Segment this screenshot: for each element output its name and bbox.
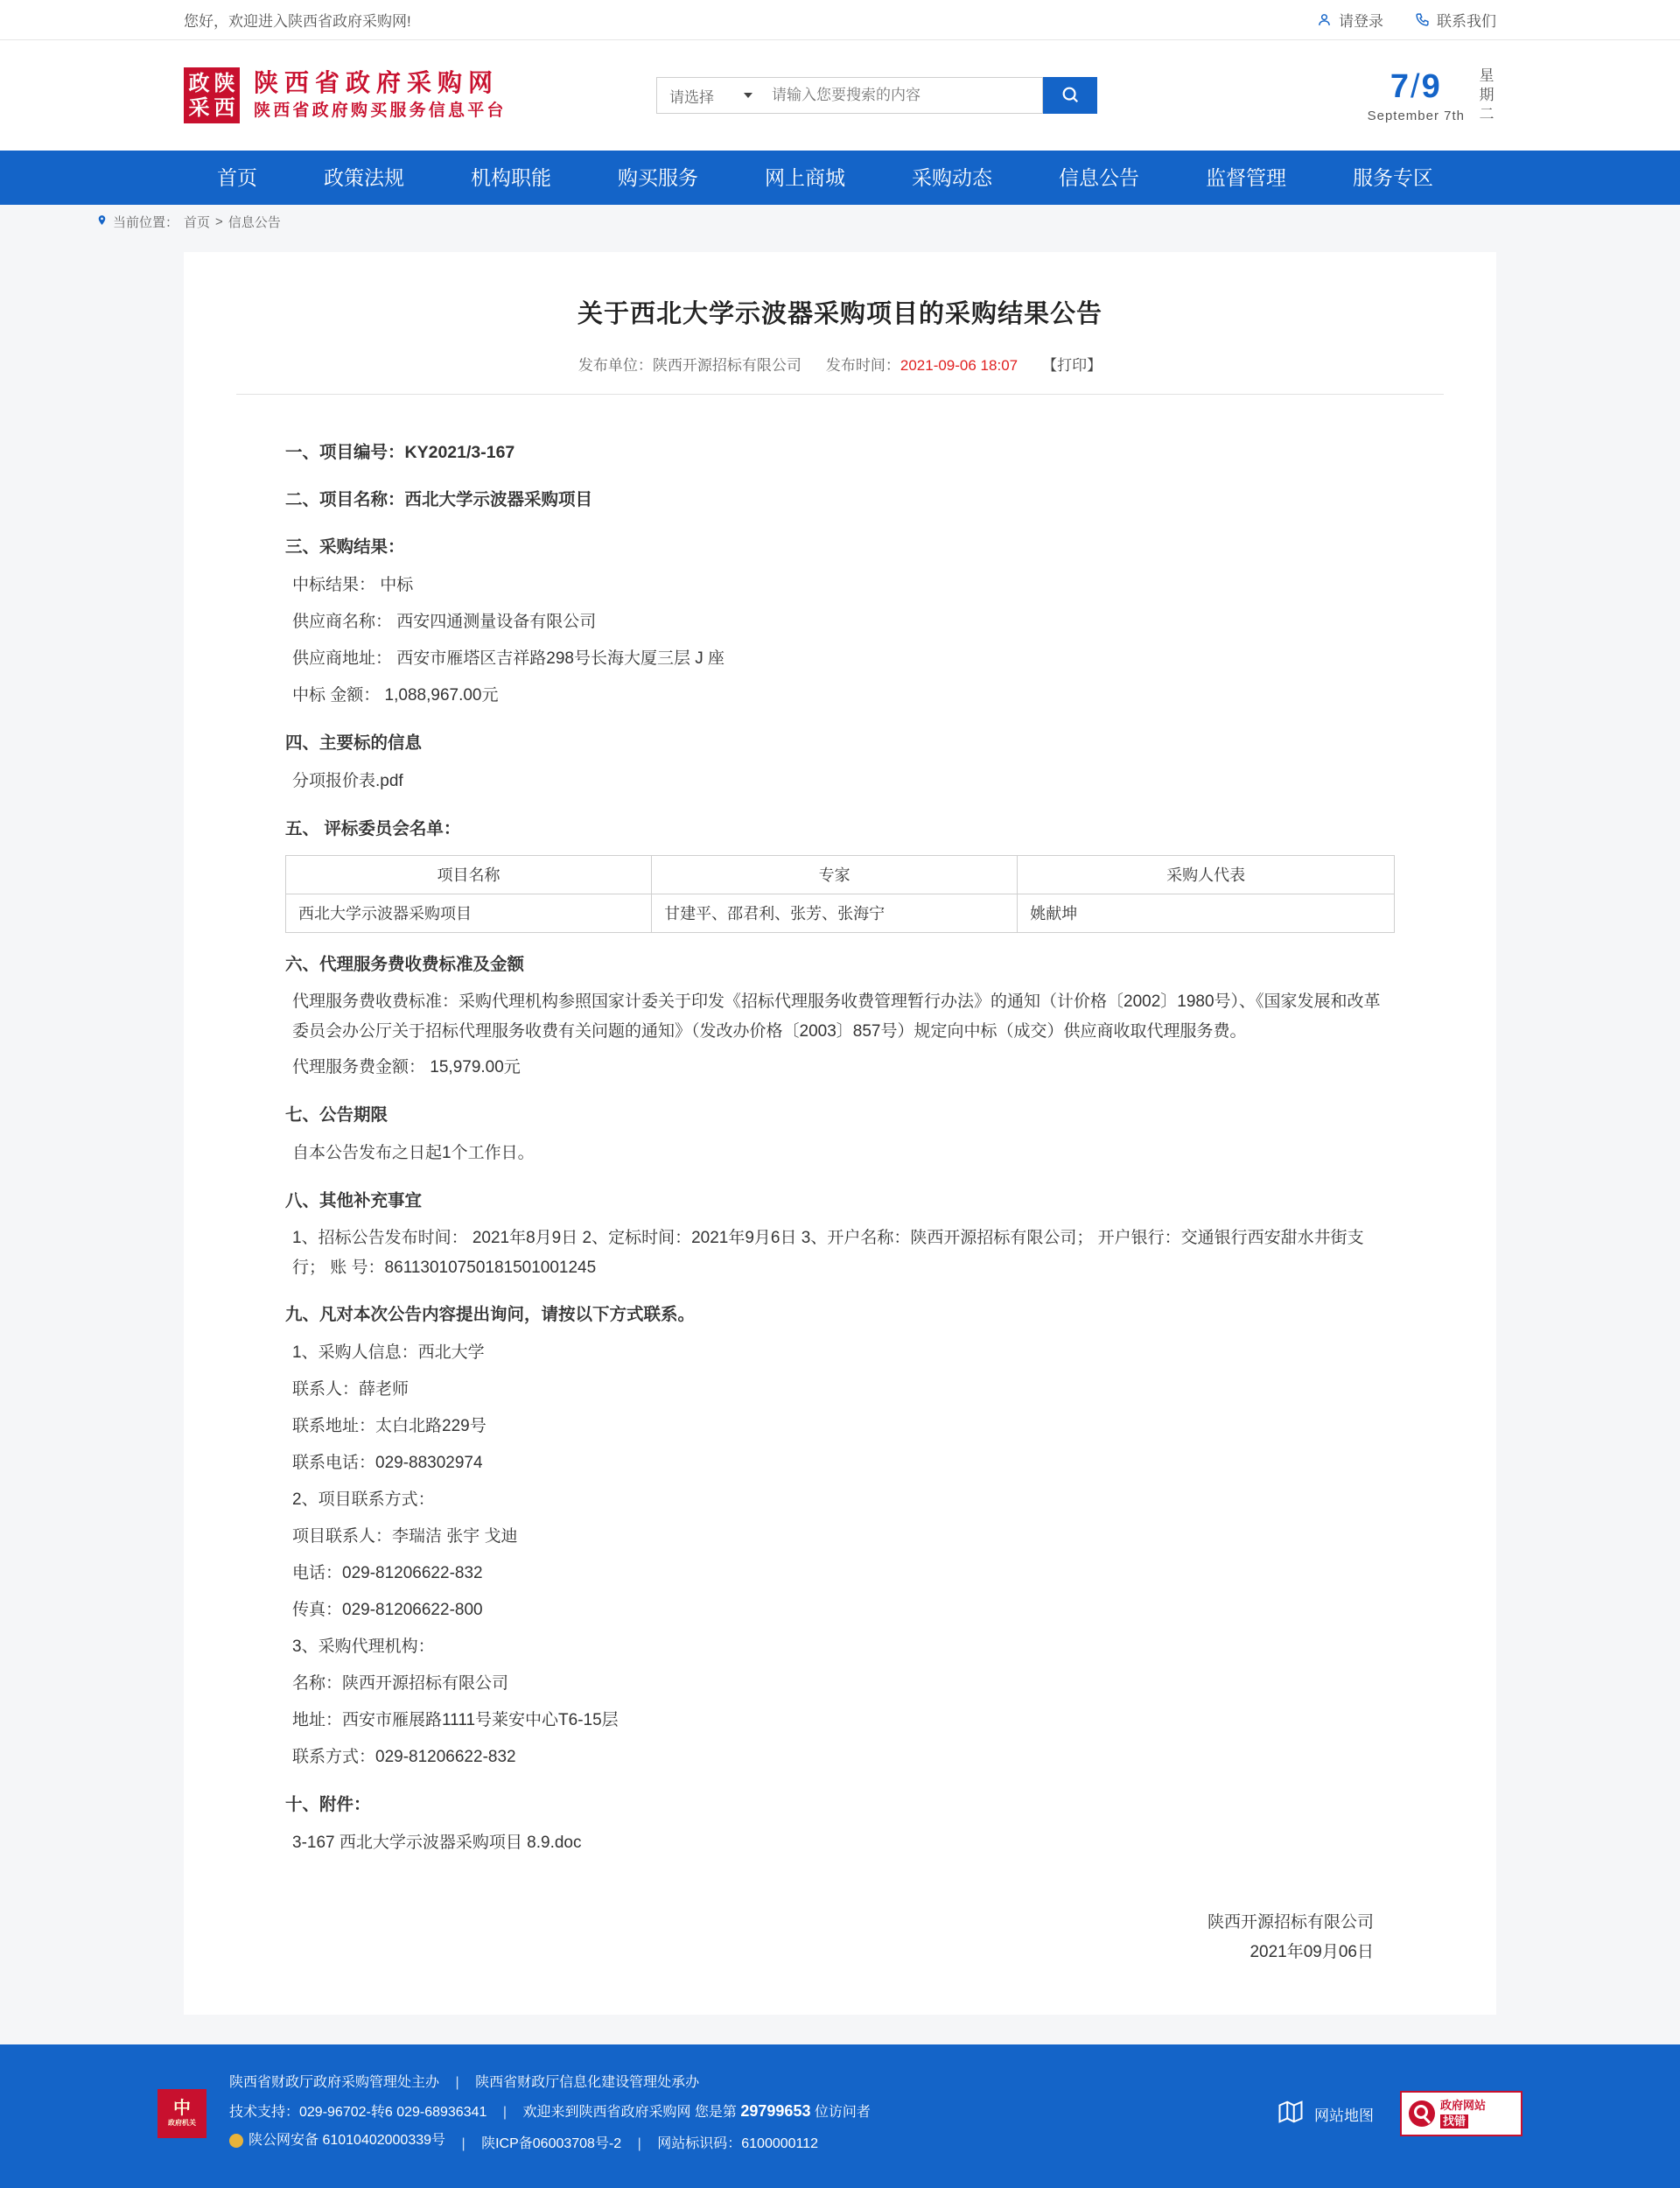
date-month-en: September <box>1367 108 1439 123</box>
agency-fee-amount: 代理服务费金额： 15,979.00元 <box>292 1058 521 1076</box>
site-logo[interactable] <box>184 67 595 123</box>
table-header-row <box>286 856 1395 894</box>
award-amount-line: 中标 金额： 1,088,967.00元 <box>292 686 499 705</box>
cell-project-name: 西北大学示波器采购项目 <box>286 894 652 933</box>
emblem-sub-text: 政府机关 <box>168 2119 196 2127</box>
magnifier-icon <box>1409 2100 1435 2127</box>
police-record-text: 陕公网安备 61010402000339号 <box>248 2133 446 2148</box>
contact-line: 名称：陕西开源招标有限公司 <box>292 1674 509 1693</box>
site-footer <box>0 2044 1680 2188</box>
chevron-down-icon <box>744 93 752 98</box>
supplier-name-line: 供应商名称： 西安四通测量设备有限公司 <box>292 613 597 631</box>
sitemap-label: 网站地图 <box>1314 2107 1374 2124</box>
police-record-link[interactable] <box>229 2127 445 2155</box>
table-row <box>286 894 1395 933</box>
badge-line-2: 找错 <box>1440 2114 1468 2128</box>
breadcrumb <box>0 205 1680 238</box>
print-button[interactable]: 【打印】 <box>1042 357 1102 374</box>
search-category-select[interactable] <box>656 77 761 114</box>
date-weekday: 星期二 <box>1479 67 1494 123</box>
supplier-address-line: 供应商地址： 西安市雁塔区吉祥路298号长海大厦三层 J 座 <box>292 649 725 668</box>
sitemap-link[interactable] <box>1276 2099 1374 2129</box>
footer-tech-support: 技术支持：029-96702-转6 029-68936341 <box>229 2105 487 2120</box>
document-meta <box>236 353 1444 395</box>
table-header-project: 项目名称 <box>286 856 652 894</box>
site-header <box>0 40 1680 151</box>
section-10-heading: 十、附件： <box>285 1795 371 1814</box>
publisher-value: 陕西开源招标有限公司 <box>652 357 802 374</box>
agency-fee-standard: 代理服务费收费标准：采购代理机构参照国家计委关于印发《招标代理服务收费管理暂行办法》的通知（计价格〔2002〕1980号）、《国家发展和改革委员会办公厅关于招标代理服务收费有关问题的通知》（发改办价格〔2003〕857号）规定向中标（成交）供应商收取代理服务费。 <box>292 992 1381 1041</box>
footer-divider: | <box>461 2136 466 2151</box>
breadcrumb-prefix: 当前位置： <box>113 214 179 230</box>
logo-mark-char-3: 采 <box>188 95 210 120</box>
footer-visit-prefix: 欢迎来到陕西省政府采购网 您是第 <box>522 2105 737 2120</box>
contact-line: 联系电话：029-88302974 <box>292 1454 483 1472</box>
section-1-value: KY2021/3-167 <box>404 443 515 462</box>
signature-company: 陕西开源招标有限公司 <box>1207 1913 1374 1932</box>
site-subname: 陕西省政府购买服务信息平台 <box>254 102 507 120</box>
nav-item-purchase-service[interactable]: 购买服务 <box>618 166 698 189</box>
nav-item-service-zone[interactable]: 服务专区 <box>1353 166 1433 189</box>
contact-line: 1、采购人信息：西北大学 <box>292 1343 485 1362</box>
logo-mark-char-4: 西 <box>214 95 235 120</box>
top-utility-bar <box>0 0 1680 40</box>
contact-line: 传真：029-81206622-800 <box>292 1601 483 1619</box>
announcement-card <box>184 252 1496 2015</box>
publisher <box>578 353 802 375</box>
supplementary-info: 1、招标公告发布时间： 2021年8月9日 2、定标时间：2021年9月6日 3、开户名称：陕西开源招标有限公司； 开户银行：交通银行西安甜水井街支行； 账 号：86113010750181501001245 <box>292 1229 1364 1277</box>
footer-divider: | <box>502 2105 508 2120</box>
icp-record-link[interactable]: 陕ICP备06003708号-2 <box>481 2136 622 2151</box>
footer-operator: 陕西省财政厅信息化建设管理处承办 <box>475 2075 700 2090</box>
login-link[interactable] <box>1317 9 1383 31</box>
footer-sponsor: 陕西省财政厅政府采购管理处主办 <box>229 2075 440 2090</box>
footer-visit-count: 29799653 <box>740 2102 811 2120</box>
date-separator: / <box>1410 67 1422 105</box>
publish-time-value: 2021-09-06 18:07 <box>900 357 1018 374</box>
contact-line: 地址：西安市雁展路1111号莱安中心T6-15层 <box>292 1711 619 1729</box>
contact-line: 联系方式：029-81206622-832 <box>292 1748 516 1766</box>
contact-line: 联系地址：太白北路229号 <box>292 1417 486 1435</box>
site-id-text: 网站标识码：6100000112 <box>657 2136 819 2151</box>
contact-line: 电话：029-81206622-832 <box>292 1564 483 1582</box>
nav-item-news[interactable]: 采购动态 <box>912 166 992 189</box>
table-header-experts: 专家 <box>652 856 1018 894</box>
nav-item-supervision[interactable]: 监督管理 <box>1206 166 1286 189</box>
section-1-heading <box>285 437 1395 468</box>
footer-visit-suffix: 位访问者 <box>814 2105 871 2120</box>
contact-label: 联系我们 <box>1437 13 1496 30</box>
contact-line: 项目联系人：李瑞洁 张宇 戈迪 <box>292 1527 518 1546</box>
breadcrumb-separator: > <box>215 214 223 229</box>
contact-line: 2、项目联系方式： <box>292 1490 435 1509</box>
cell-experts: 甘建平、邵君利、张芳、张海宁 <box>652 894 1018 933</box>
search-input[interactable] <box>761 77 1043 114</box>
page-title: 关于西北大学示波器采购项目的采购结果公告 <box>577 300 1102 328</box>
section-1-label: 一、项目编号： <box>285 443 405 462</box>
signature-block <box>285 1908 1395 1967</box>
publish-time-label: 发布时间： <box>825 357 900 374</box>
nav-item-home[interactable]: 首页 <box>217 166 257 189</box>
nav-item-policy[interactable]: 政策法规 <box>324 166 404 189</box>
signature-date: 2021年09月06日 <box>1250 1943 1374 1961</box>
section-4-heading: 四、主要标的信息 <box>285 733 423 753</box>
search-icon <box>1060 85 1080 107</box>
attachment-doc-file[interactable]: 3-167 西北大学示波器采购项目 8.9.doc <box>292 1834 582 1852</box>
search-category-value: 请选择 <box>669 88 714 106</box>
location-pin-icon <box>96 214 108 230</box>
contact-line: 3、采购代理机构： <box>292 1637 435 1656</box>
section-7-heading: 七、公告期限 <box>285 1105 388 1125</box>
footer-line-1 <box>229 2069 871 2097</box>
footer-line-3 <box>229 2127 871 2158</box>
nav-item-functions[interactable]: 机构职能 <box>471 166 551 189</box>
search-bar <box>656 77 1097 114</box>
announcement-period: 自本公告发布之日起1个工作日。 <box>292 1144 535 1162</box>
nav-item-online-mall[interactable]: 网上商城 <box>765 166 845 189</box>
phone-icon <box>1415 12 1430 27</box>
section-9-heading: 九、凡对本次公告内容提出询问，请按以下方式联系。 <box>285 1305 696 1324</box>
nav-item-announcements[interactable]: 信息公告 <box>1059 166 1139 189</box>
site-name: 陕西省政府采购网 <box>254 69 500 96</box>
section-2-label: 二、项目名称： <box>285 490 405 509</box>
contact-link[interactable] <box>1415 9 1496 31</box>
government-emblem-icon <box>158 2089 206 2138</box>
document-body <box>236 395 1444 1967</box>
attachment-quote-file[interactable]: 分项报价表.pdf <box>292 772 403 790</box>
breadcrumb-item-home[interactable]: 首页 <box>184 214 211 230</box>
login-label: 请登录 <box>1339 13 1383 30</box>
table-header-buyer-rep: 采购人代表 <box>1018 856 1395 894</box>
map-icon <box>1276 2099 1306 2129</box>
police-badge-icon <box>229 2134 243 2148</box>
footer-divider: | <box>637 2136 641 2151</box>
search-button[interactable] <box>1043 77 1097 114</box>
section-2-value: 西北大学示波器采购项目 <box>404 490 593 509</box>
user-icon <box>1317 12 1332 27</box>
logo-mark-char-2: 陕 <box>214 71 235 95</box>
section-3-heading: 三、采购结果： <box>285 537 405 557</box>
date-widget <box>1368 67 1496 124</box>
section-8-heading: 八、其他补充事宜 <box>285 1191 423 1210</box>
section-2-heading <box>285 484 1395 515</box>
contact-line: 联系人：薛老师 <box>292 1380 410 1399</box>
section-6-heading: 六、代理服务费收费标准及金额 <box>285 955 525 974</box>
breadcrumb-item-current[interactable]: 信息公告 <box>228 214 281 230</box>
publisher-label: 发布单位： <box>578 357 653 374</box>
main-nav <box>0 151 1680 205</box>
gov-website-report-badge[interactable] <box>1400 2091 1522 2136</box>
badge-line-1: 政府网站 <box>1440 2099 1487 2112</box>
content-area <box>0 238 1680 2044</box>
logo-mark-icon <box>184 67 240 123</box>
date-month: 7 <box>1390 67 1411 105</box>
date-day-en: 7th <box>1444 108 1465 123</box>
footer-divider: | <box>455 2075 459 2090</box>
emblem-main-char: 中 <box>173 2099 191 2118</box>
cell-buyer-rep: 姚献坤 <box>1018 894 1395 933</box>
publish-time <box>826 353 1018 375</box>
result-line: 中标结果： 中标 <box>292 576 414 594</box>
committee-table <box>285 855 1395 933</box>
welcome-text: 您好，欢迎进入陕西省政府采购网! <box>184 13 411 30</box>
logo-mark-char-1: 政 <box>188 71 210 95</box>
footer-line-2 <box>229 2097 871 2127</box>
date-day: 9 <box>1421 67 1442 105</box>
section-5-heading: 五、 评标委员会名单： <box>285 819 461 838</box>
